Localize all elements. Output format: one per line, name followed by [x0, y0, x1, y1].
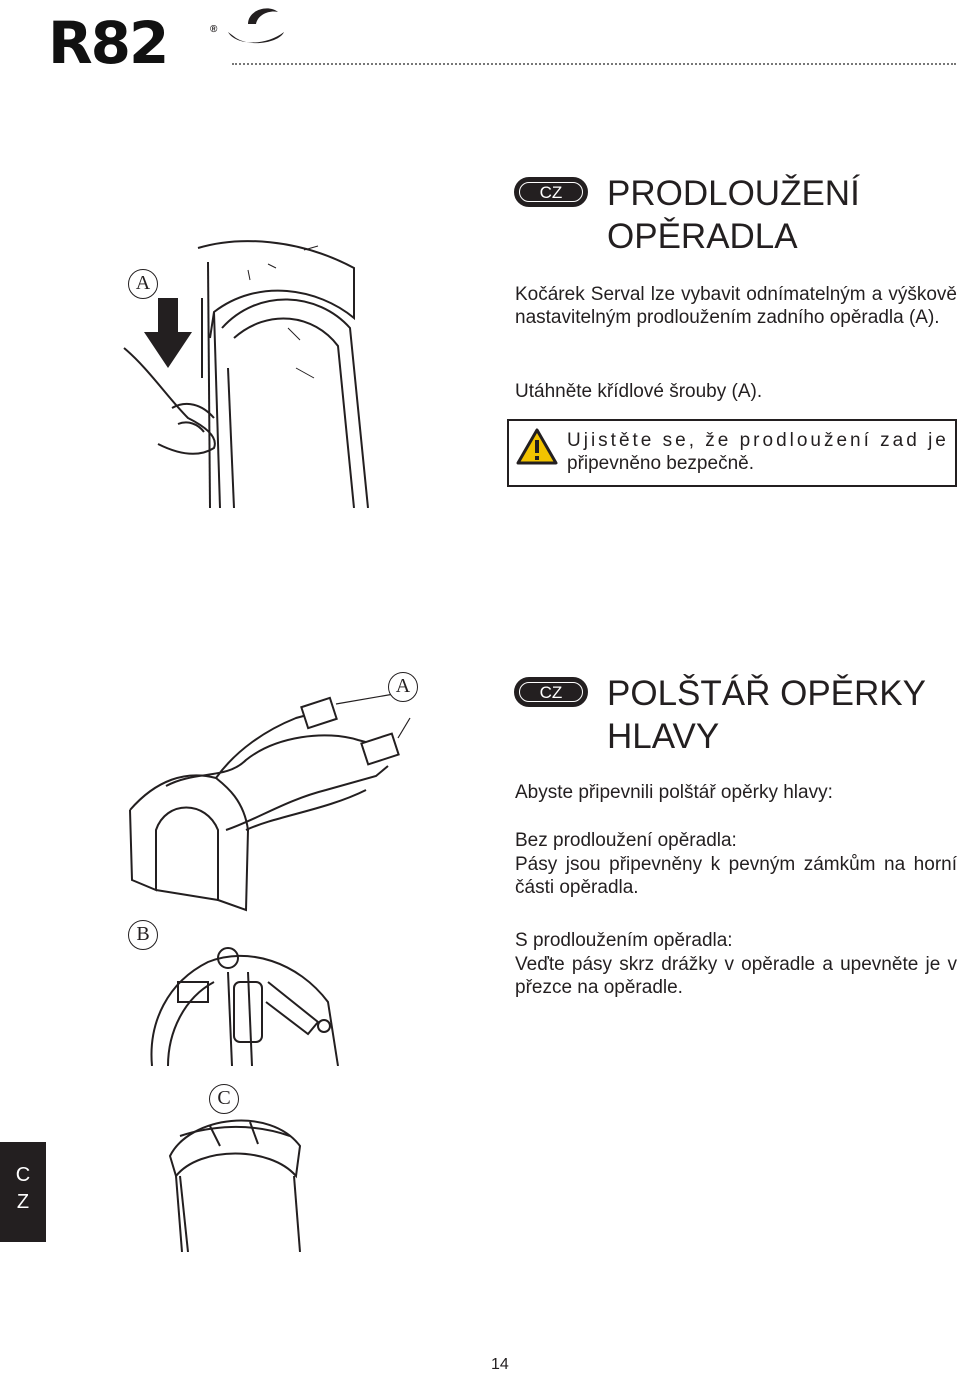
warning-icon	[515, 427, 559, 467]
section-title-headrest-line1: POLŠTÁŘ OPĚRKY	[607, 674, 926, 713]
side-tab-line1: C	[15, 1164, 31, 1186]
warning-line1: Ujistěte se, že prodloužení zad je	[567, 430, 949, 451]
strap-buckle-illustration	[148, 942, 348, 1066]
warning-box	[507, 419, 957, 487]
side-tab-line2: Z	[16, 1191, 30, 1213]
callout-a-backrest: A	[128, 269, 158, 299]
headrest-cushion-illustration	[126, 690, 446, 920]
callout-a-headrest: A	[388, 672, 418, 702]
section-title-backrest-line1: PRODLOUŽENÍ	[607, 174, 860, 213]
page-number: 14	[491, 1356, 509, 1373]
language-side-tab	[0, 1142, 46, 1242]
swirl-logo-icon	[222, 2, 296, 48]
backrest-extension-illustration	[118, 228, 378, 508]
warning-line2: připevněno bezpečně.	[567, 453, 754, 474]
registered-mark: ®	[210, 24, 218, 35]
headrest-mounted-illustration	[160, 1096, 310, 1252]
language-badge: CZ	[514, 677, 588, 707]
with-extension-text: Veďte pásy skrz drážky v opěradle a upevněte je v přezce na opěradle.	[515, 954, 957, 998]
language-badge: CZ	[514, 177, 588, 207]
brand-name: R82	[48, 9, 168, 77]
without-extension-heading: Bez prodloužení opěradla:	[515, 830, 737, 851]
callout-c: C	[209, 1084, 239, 1114]
backrest-description: Kočárek Serval lze vybavit odnímatelným a výškově nastavitelným prodloužením zadního opěradla (A).	[515, 284, 957, 328]
without-extension-text: Pásy jsou připevněny k pevným zámkům na horní části opěradla.	[515, 854, 957, 898]
with-extension-heading: S prodloužením opěradla:	[515, 930, 733, 951]
section-title-backrest-line2: OPĚRADLA	[607, 217, 798, 256]
section-title-headrest-line2: HLAVY	[607, 717, 720, 756]
headrest-intro: Abyste připevnili polštář opěrky hlavy:	[515, 782, 833, 803]
tighten-instruction: Utáhněte křídlové šrouby (A).	[515, 381, 763, 402]
callout-b: B	[128, 920, 158, 950]
header-dotted-rule	[232, 63, 956, 65]
warning-text	[567, 429, 951, 475]
